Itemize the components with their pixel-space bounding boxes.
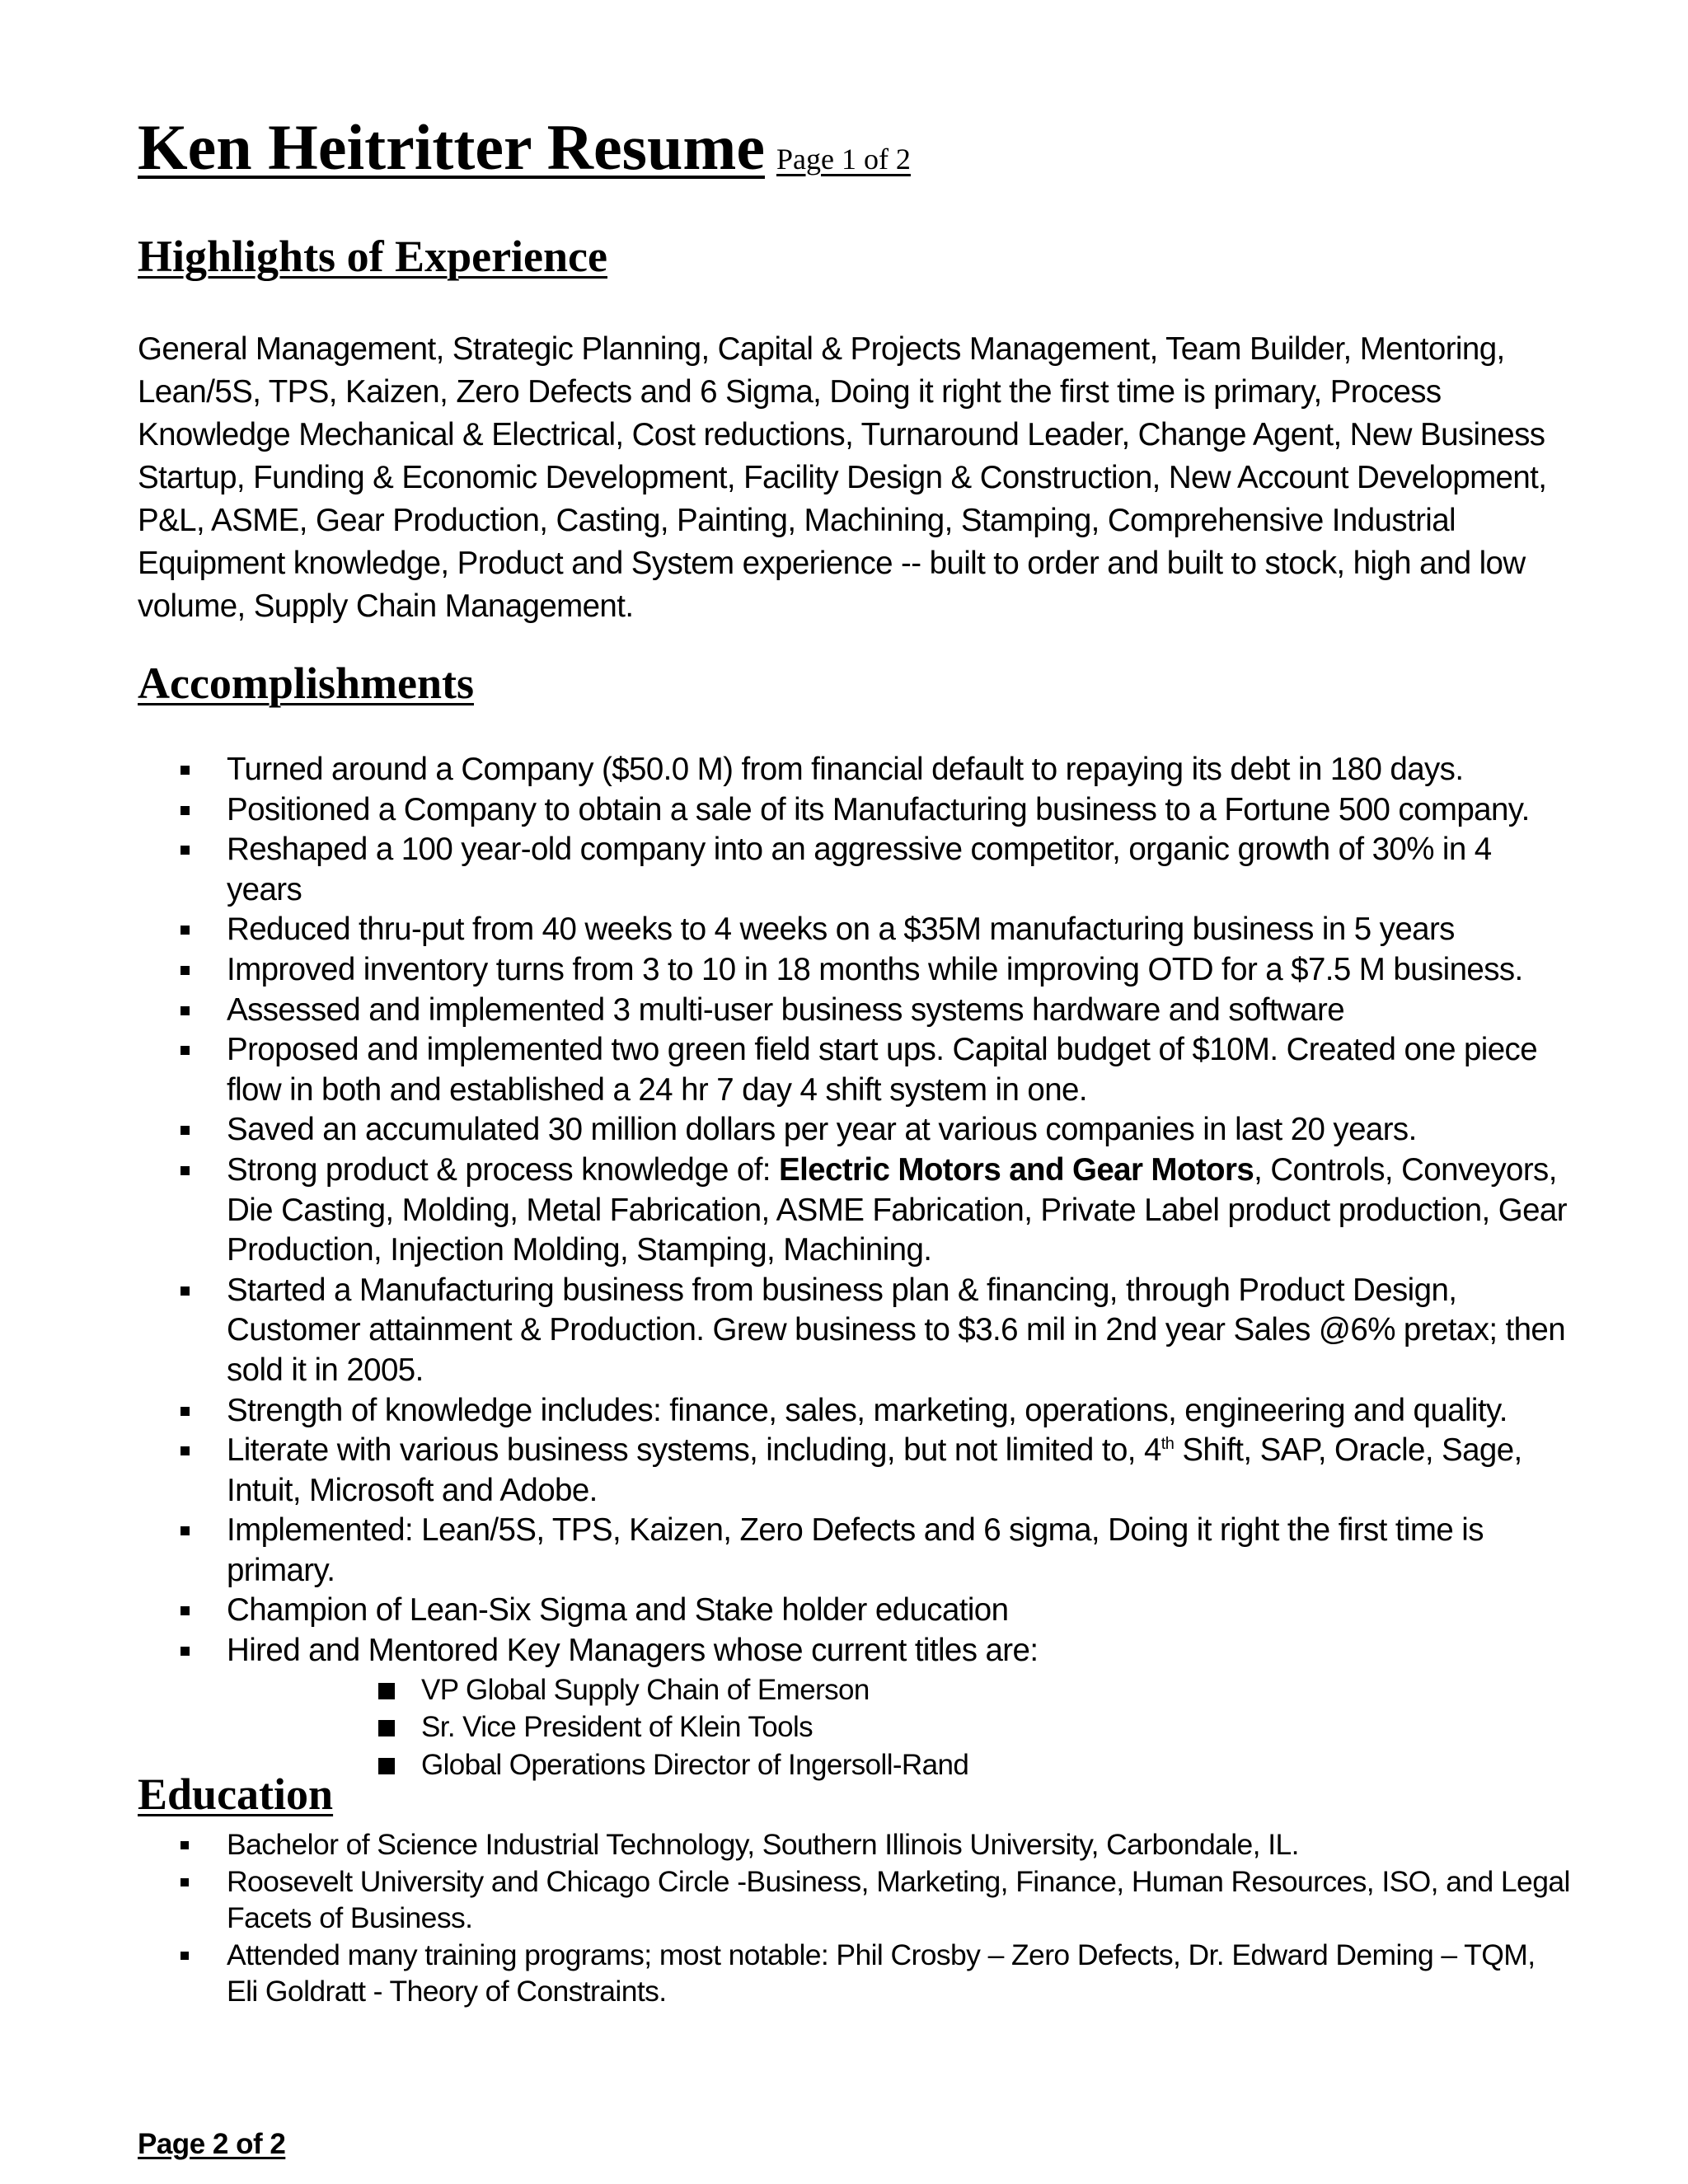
knowledge-prefix: Strong product & process knowledge of: — [227, 1151, 779, 1188]
training-line-2: Eli Goldratt - Theory of Constraints. — [227, 1975, 667, 2008]
sub-list-item: Global Operations Director of Ingersoll-Rand — [227, 1746, 1572, 1784]
highlights-heading: Highlights of Experience — [138, 232, 607, 281]
footer-page-indicator: Page 2 of 2 — [138, 2128, 286, 2160]
list-item: Started a Manufacturing business from business plan & financing, through Product Design, Customer attainment & Production. Grew business to $3.6 mil in 2nd year Sales @6% pretax; then sold it in 2005. — [138, 1271, 1572, 1391]
list-item: Implemented: Lean/5S, TPS, Kaizen, Zero Defects and 6 sigma, Doing it right the first time is primary. — [138, 1511, 1572, 1591]
accomplishments-list — [138, 750, 1572, 1783]
education-list — [138, 1826, 1572, 2010]
list-item-managers — [138, 1631, 1572, 1783]
knowledge-bold: Electric Motors and Gear Motors — [779, 1151, 1254, 1188]
list-item: Proposed and implemented two green field start ups. Capital budget of $10M. Created one piece flow in both and established a 24 hr 7 day 4 shift system in one. — [138, 1030, 1572, 1110]
list-item-systems — [138, 1431, 1572, 1511]
list-item: Assessed and implemented 3 multi-user business systems hardware and software — [138, 991, 1572, 1031]
list-item: Reshaped a 100 year-old company into an aggressive competitor, organic growth of 30% in 4 years — [138, 830, 1572, 910]
systems-suffix: Shift, SAP, Oracle, Sage, Intuit, Microsoft and Adobe. — [227, 1432, 1522, 1508]
list-item: Strength of knowledge includes: finance, sales, marketing, operations, engineering and quality. — [138, 1391, 1572, 1432]
list-item: Bachelor of Science Industrial Technology, Southern Illinois University, Carbondale, IL. — [138, 1826, 1572, 1863]
managers-intro: Hired and Mentored Key Managers whose current titles are: — [227, 1633, 1039, 1669]
resume-title: Ken Heitritter Resume — [138, 111, 765, 183]
list-item-training — [138, 1937, 1572, 2010]
training-line-1: Attended many training programs; most notable: Phil Crosby – Zero Defects, Dr. Edward Deming – TQM, — [227, 1938, 1536, 1971]
list-item: Improved inventory turns from 3 to 10 in 18 months while improving OTD for a $7.5 M business. — [138, 950, 1572, 991]
systems-prefix: Literate with various business systems, including, but not limited to, 4 — [227, 1432, 1161, 1469]
resume-page — [138, 111, 1572, 2160]
systems-sup: th — [1160, 1435, 1175, 1454]
highlights-paragraph: General Management, Strategic Planning, Capital & Projects Management, Team Builder, Mentoring, Lean/5S, TPS, Kaizen, Zero Defects and 6 Sigma, Doing it right the first time is primary, Process Knowledge Mechanical & Electrical, Cost reductions, Turnaround Leader, Change Agent, New Business Startup, Funding & Economic Development, Facility Design & Construction, New Account Development, P&L, ASME, Gear Production, Casting, Painting, Machining, Stamping, Comprehensive Industrial Equipment knowledge, Product and System experience -- built to order and built to stock, high and low volume, Supply Chain Management. — [138, 331, 1547, 624]
managers-list — [227, 1671, 1572, 1784]
list-item: Roosevelt University and Chicago Circle -Business, Marketing, Finance, Human Resources, ISO, and Legal Facets of Business. — [138, 1863, 1572, 1937]
knowledge-suffix: , Controls, Conveyors, Die Casting, Molding, Metal Fabrication, ASME Fabrication, Private Label product production, Gear Production, Injection Molding, Stamping, Machining. — [227, 1151, 1567, 1268]
list-item: Champion of Lean-Six Sigma and Stake holder education — [138, 1591, 1572, 1631]
page-indicator: Page 1 of 2 — [776, 143, 911, 176]
list-item: Reduced thru-put from 40 weeks to 4 weeks on a $35M manufacturing business in 5 years — [138, 910, 1572, 950]
sub-list-item: Sr. Vice President of Klein Tools — [227, 1708, 1572, 1746]
accomplishments-heading: Accomplishments — [138, 658, 474, 708]
list-item-knowledge — [138, 1151, 1572, 1271]
sub-list-item: VP Global Supply Chain of Emerson — [227, 1671, 1572, 1709]
list-item: Positioned a Company to obtain a sale of its Manufacturing business to a Fortune 500 company. — [138, 790, 1572, 831]
list-item: Saved an accumulated 30 million dollars per year at various companies in last 20 years. — [138, 1110, 1572, 1151]
title-line — [138, 111, 1572, 191]
education-heading: Education — [138, 1769, 334, 1819]
list-item: Turned around a Company ($50.0 M) from financial default to repaying its debt in 180 days. — [138, 750, 1572, 790]
